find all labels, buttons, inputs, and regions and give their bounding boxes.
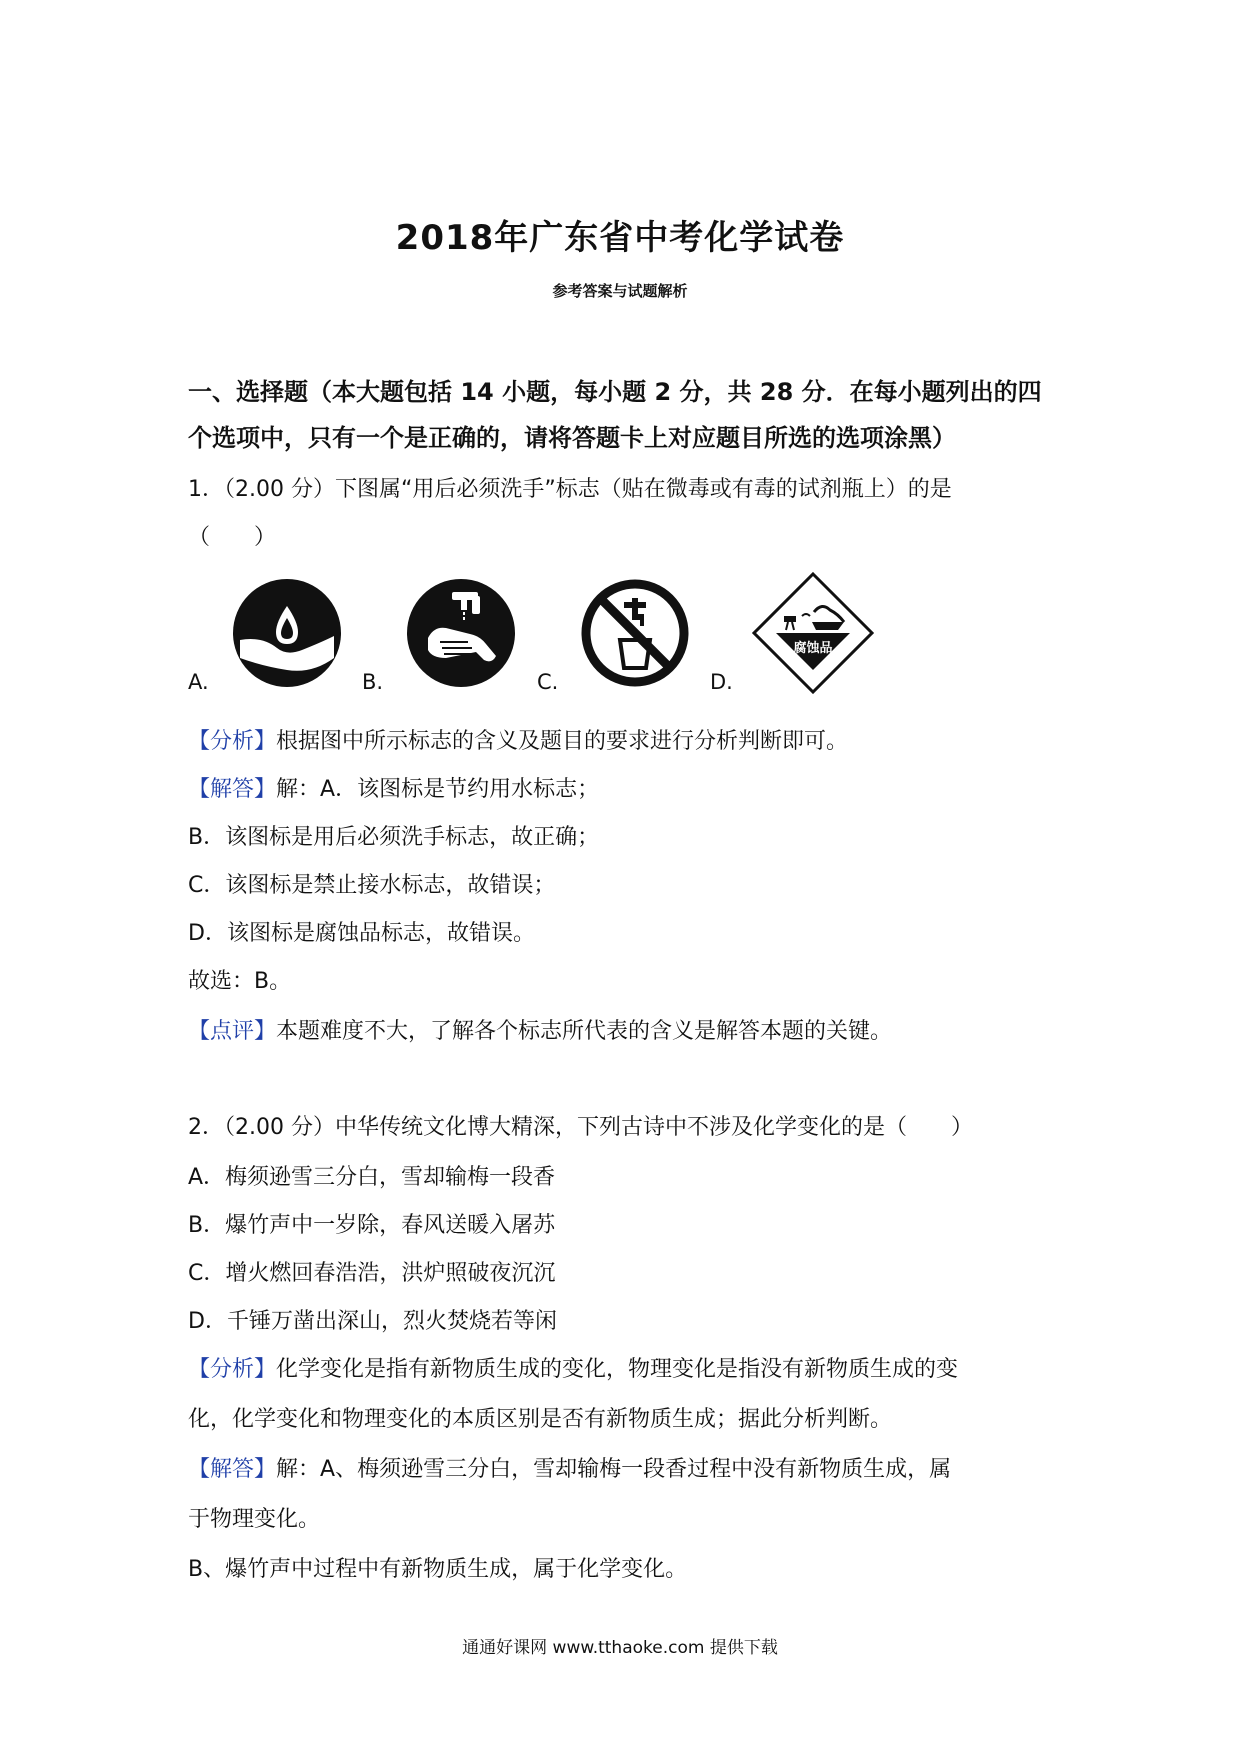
q1-option-c-label: C. — [537, 670, 559, 694]
q2-analysis-line1 — [188, 1352, 958, 1383]
q1-stem-line1: 1．（2.00 分）下图属“用后必须洗手”标志（贴在微毒或有毒的试剂瓶上）的是 — [188, 477, 952, 502]
answer-tag: 【解答】 — [188, 1457, 277, 1482]
page-footer: 通通好课网 www.tthaoke.com 提供下载 — [462, 1638, 778, 1658]
section-heading-line1: 一、选择题（本大题包括 14 小题，每小题 2 分，共 28 分．在每小题列出的四 — [188, 378, 1042, 406]
q1-option-b-label: B. — [362, 670, 384, 694]
page-subtitle: 参考答案与试题解析 — [552, 282, 688, 300]
q2-stem: 2．（2.00 分）中华传统文化博大精深，下列古诗中不涉及化学变化的是（ ） — [188, 1115, 973, 1140]
q2-answer-line2: 于物理变化。 — [188, 1507, 321, 1532]
q2-option-c: C．增火燃回春浩浩，洪炉照破夜沉沉 — [188, 1261, 556, 1286]
q1-comment-text: 本题难度不大，了解各个标志所代表的含义是解答本题的关键。 — [276, 1019, 893, 1044]
q2-analysis-line2: 化，化学变化和物理变化的本质区别是否有新物质生成；据此分析判断。 — [188, 1407, 893, 1432]
water-drop-hand-icon — [232, 578, 342, 688]
no-water-tap-icon — [580, 578, 690, 688]
q1-stem-line2: （ ） — [188, 525, 277, 550]
answer-tag: 【解答】 — [188, 777, 277, 802]
corrosive-sign-text: 腐蚀品 — [793, 641, 833, 656]
corrosive-sign-icon — [752, 572, 874, 694]
q1-option-d-label: D. — [710, 670, 733, 694]
q1-answer-line4: D．该图标是腐蚀品标志，故错误。 — [188, 921, 535, 946]
hand-wash-icon — [406, 578, 516, 688]
q2-option-b: B．爆竹声中一岁除，春风送暖入屠苏 — [188, 1213, 556, 1238]
q1-answer-line5: 故选：B。 — [188, 969, 292, 994]
q2-option-d: D．千锤万凿出深山，烈火焚烧若等闲 — [188, 1309, 557, 1334]
q1-option-a-label: A. — [188, 670, 209, 694]
page-title: 2018年广东省中考化学试卷 — [395, 218, 845, 258]
q2-answer-text1: 解：A、梅须逊雪三分白，雪却输梅一段香过程中没有新物质生成，属 — [276, 1457, 952, 1482]
comment-tag: 【点评】 — [188, 1019, 277, 1044]
analysis-tag: 【分析】 — [188, 1357, 277, 1382]
q2-answer-line1 — [188, 1452, 951, 1483]
q1-answer-line3: C．该图标是禁止接水标志，故错误； — [188, 873, 556, 898]
q2-analysis-text1: 化学变化是指有新物质生成的变化，物理变化是指没有新物质生成的变 — [276, 1357, 959, 1382]
q2-option-a: A．梅须逊雪三分白，雪却输梅一段香 — [188, 1165, 556, 1190]
analysis-tag: 【分析】 — [188, 729, 277, 754]
q1-answer-line1 — [188, 772, 599, 803]
q1-analysis — [188, 724, 848, 755]
q1-answer-line2: B．该图标是用后必须洗手标志，故正确； — [188, 825, 600, 850]
q2-answer-line3: B、爆竹声中过程中有新物质生成，属于化学变化。 — [188, 1557, 688, 1582]
section-heading-line2: 个选项中，只有一个是正确的，请将答题卡上对应题目所选的选项涂黑） — [188, 424, 956, 452]
q1-analysis-text: 根据图中所示标志的含义及题目的要求进行分析判断即可。 — [276, 729, 849, 754]
q1-answer-text: 解：A．该图标是节约用水标志； — [276, 777, 600, 802]
q1-comment — [188, 1014, 892, 1045]
